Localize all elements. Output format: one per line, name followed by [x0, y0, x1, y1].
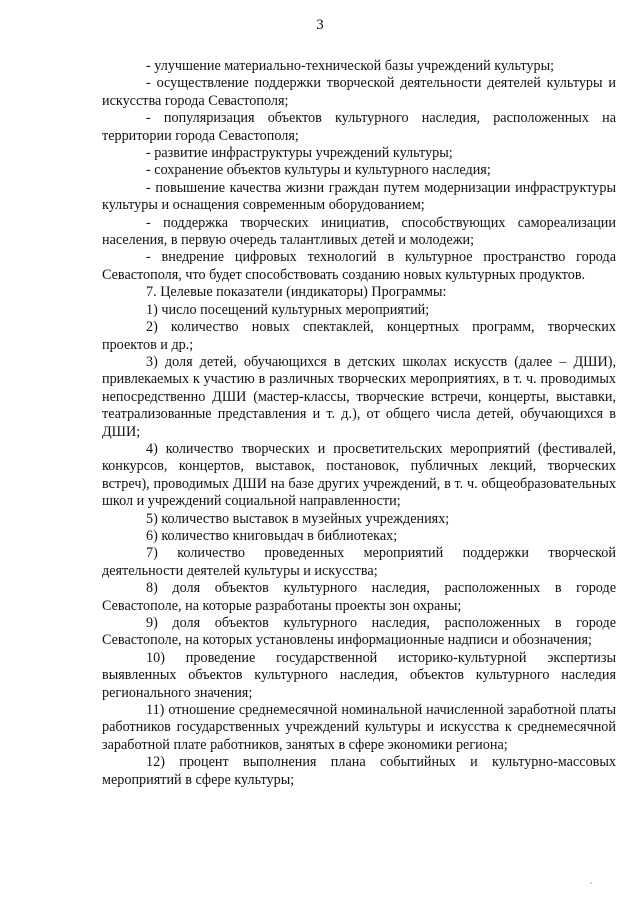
indicator-4: 4) количество творческих и просветительских мероприятий (фестивалей, конкурсов, концертов, выставок, постановок, публичных лекций, творческих встреч), проводимых ДШИ на базе других учреждений, в т. ч. общеобразовательных школ и учреждений социальной направленности;: [102, 440, 616, 510]
paragraph-goal-8: - внедрение цифровых технологий в культурное пространство города Севастополя, что будет способствовать созданию новых культурных продуктов.: [102, 249, 616, 283]
page-number: 3: [316, 17, 324, 33]
document-body: [102, 58, 616, 789]
indicator-12: 12) процент выполнения плана событийных и культурно-массовых мероприятий в сфере культуры;: [102, 754, 616, 788]
section-heading-indicators: 7. Целевые показатели (индикаторы) Программы:: [146, 284, 447, 301]
indicator-11: 11) отношение среднемесячной номинальной начисленной заработной платы работников государственных учреждений культуры и искусства к среднемесячной заработной плате работников, занятых в сфере экономики региона;: [102, 702, 616, 753]
paragraph-goal-7: - поддержка творческих инициатив, способствующих самореализации населения, в первую очередь талантливых детей и молодежи;: [102, 214, 616, 249]
paragraph-goal-4: - развитие инфраструктуры учреждений культуры;: [146, 145, 453, 162]
indicator-5: 5) количество выставок в музейных учреждениях;: [146, 510, 450, 527]
paragraph-goal-5: - сохранение объектов культуры и культурного наследия;: [146, 162, 491, 179]
indicator-10: 10) проведение государственной историко-культурной экспертизы выявленных объектов культурного наследия, объектов культурного наследия регионального значения;: [102, 649, 616, 701]
indicator-8: 8) доля объектов культурного наследия, расположенных в городе Севастополе, на которые разработаны проекты зон охраны;: [102, 580, 616, 614]
paragraph-goal-2: - осуществление поддержки творческой деятельности деятелей культуры и искусства города Севастополя;: [102, 75, 616, 109]
indicator-9: 9) доля объектов культурного наследия, расположенных в городе Севастополе, на которых установлены информационные надписи и обозначения;: [102, 615, 616, 649]
indicator-7: 7) количество проведенных мероприятий поддержки творческой деятельности деятелей культуры и искусства;: [102, 545, 616, 579]
indicator-1: 1) число посещений культурных мероприятий;: [146, 301, 430, 318]
scan-speck: [590, 882, 592, 884]
paragraph-goal-1: - улучшение материально-технической базы учреждений культуры;: [146, 58, 555, 74]
paragraph-goal-3: - популяризация объектов культурного наследия, расположенных на территории города Севастополя;: [102, 110, 616, 144]
indicator-2: 2) количество новых спектаклей, концертных программ, творческих проектов и др.;: [102, 319, 616, 353]
indicator-3: 3) доля детей, обучающихся в детских школах искусств (далее – ДШИ), привлекаемых к участию в различных творческих мероприятиях, в т. ч. проводимых непосредственно ДШИ (мастер-классы, творческие встречи, концерты, выставки, театрализованные представления и т. д.), от общего числа детей, обучающихся в ДШИ;: [102, 353, 616, 440]
paragraph-goal-6: - повышение качества жизни граждан путем модернизации инфраструктуры культуры и оснащения современным оборудованием;: [102, 179, 616, 214]
indicator-6: 6) количество книговыдач в библиотеках;: [146, 527, 398, 544]
